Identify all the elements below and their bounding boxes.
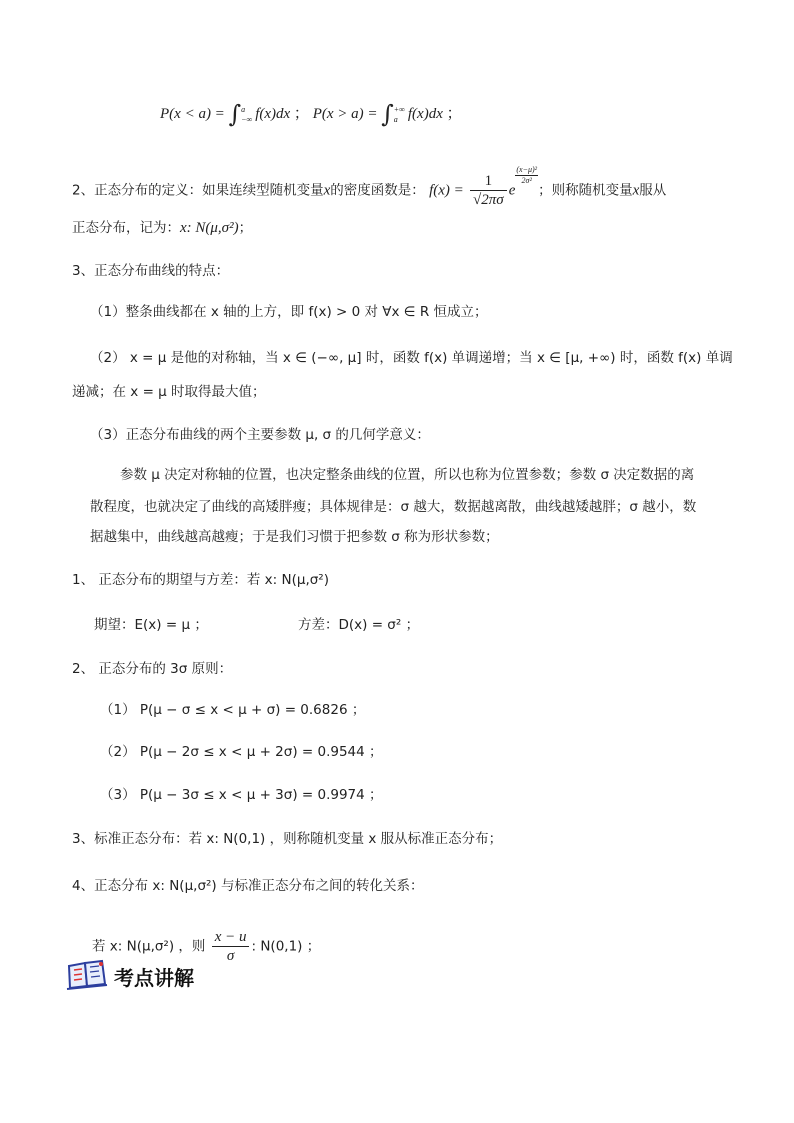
curve-features-title: 3、正态分布曲线的特点： — [72, 263, 230, 279]
open-book-icon — [66, 958, 108, 992]
int1-upper: a — [241, 104, 246, 114]
exponent — [515, 165, 538, 186]
def-text-a: 2、正态分布的定义：如果连续型随机变量 — [72, 182, 324, 199]
three-sigma-rule-1: （1） P(μ − σ ≤ x < μ + σ) = 0.6826 ； — [100, 702, 366, 718]
standardize-numerator: x − u — [212, 928, 250, 947]
conversion-title: 4、正态分布 x: N(μ,σ²) 与标准正态分布之间的转化关系： — [72, 878, 424, 894]
notation-end: ； — [238, 220, 253, 236]
three-sigma-title: 2、 正态分布的 3σ 原则： — [72, 661, 233, 677]
def-text-d: 服从 — [639, 182, 667, 199]
prob-less-formula: P(x < a) = ∫a −∞ f(x)dx — [160, 99, 291, 128]
exponent-numerator: (x−μ)² — [516, 165, 538, 174]
expectation-formula: 期望：E(x) = μ ； — [94, 617, 208, 633]
standardize-denominator: σ — [226, 948, 235, 964]
fraction-denominator: √2πσ — [473, 192, 504, 208]
notation-label: 正态分布，记为： — [72, 220, 180, 236]
parameter-paragraph-line3: 据越集中，曲线越高越瘦；于是我们习惯于把参数 σ 称为形状参数； — [90, 529, 499, 545]
normal-definition-line1 — [72, 165, 667, 209]
parameter-paragraph-line1: 参数 μ 决定对称轴的位置，也决定整条曲线的位置，所以也称为位置参数；参数 σ 决定数据的离 — [120, 467, 695, 483]
var-x: x — [323, 182, 331, 199]
density-lhs: f(x) = — [429, 182, 464, 199]
def-text-c: ；则称随机变量 — [538, 182, 633, 199]
standardize-fraction — [212, 928, 250, 965]
variance-formula: 方差：D(x) = σ² ； — [298, 617, 420, 633]
notation-formula: x: N(μ,σ²) — [180, 220, 239, 236]
conversion-formula — [92, 928, 320, 965]
def-text-b: 的密度函数是： — [330, 182, 425, 199]
density-fraction — [470, 172, 507, 209]
section-heading: 考点讲解 — [114, 966, 194, 990]
three-sigma-rule-2: （2） P(μ − 2σ ≤ x < μ + 2σ) = 0.9544 ； — [100, 744, 383, 760]
fraction-numerator: 1 — [470, 172, 507, 191]
prob-greater-formula: P(x > a) = ∫+∞ a f(x)dx — [312, 99, 443, 128]
normal-definition-line2 — [72, 218, 252, 238]
var-x-2: x — [632, 182, 640, 199]
conversion-prefix: 若 x: N(μ,σ²) ，则 — [92, 938, 206, 955]
feature-item-2a: （2） x = μ 是他的对称轴，当 x ∈ (−∞, μ] 时，函数 f(x) 单调递增；当 x ∈ [μ, +∞) 时，函数 f(x) 单调 — [90, 350, 733, 366]
expectation-variance-title: 1、 正态分布的期望与方差：若 x: N(μ,σ²) — [72, 572, 329, 588]
cumulative-probability-formulas: P(x < a) = ∫a −∞ f(x)dx ； P(x > a) = ∫+∞ a f(x)dx ； — [160, 99, 462, 128]
standard-normal-definition: 3、标准正态分布：若 x: N(0,1) ，则称随机变量 x 服从标准正态分布； — [72, 831, 503, 847]
feature-item-2b: 递减；在 x = μ 时取得最大值； — [72, 384, 266, 400]
parameter-paragraph-line2: 散程度，也就决定了曲线的高矮胖瘦；具体规律是：σ 越大，数据越离散，曲线越矮越胖；σ 越小，数 — [90, 499, 697, 515]
conversion-suffix: : N(0,1) ； — [251, 938, 321, 955]
int2-upper: +∞ — [393, 104, 405, 114]
three-sigma-rule-3: （3） P(μ − 3σ ≤ x < μ + 3σ) = 0.9974 ； — [100, 787, 383, 803]
feature-item-1: （1）整条曲线都在 x 轴的上方，即 f(x) > 0 对 ∀x ∈ R 恒成立； — [90, 304, 488, 320]
exp-base: e — [508, 182, 516, 199]
int2-lower: a — [393, 114, 398, 124]
feature-item-3: （3）正态分布曲线的两个主要参数 μ, σ 的几何学意义： — [90, 427, 430, 443]
int1-lower: −∞ — [241, 114, 253, 124]
exponent-denominator: 2σ² — [521, 176, 532, 185]
